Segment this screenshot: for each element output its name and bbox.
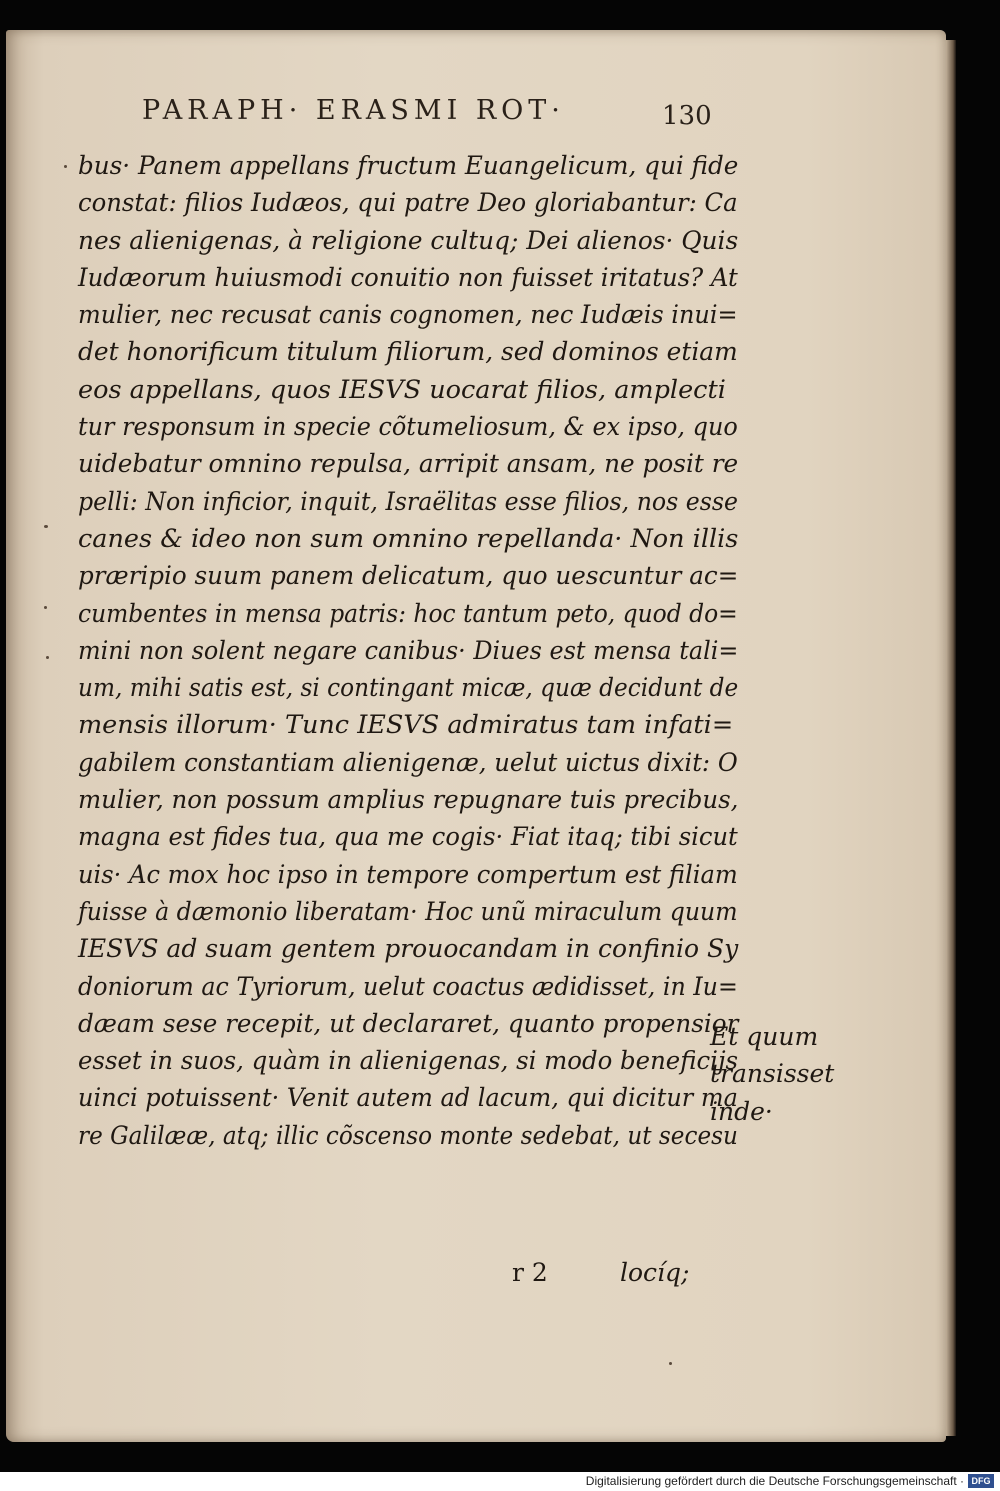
- text-line: nes alienigenas, à religione cultuq; Dei alienos· Quis: [78, 225, 739, 256]
- text-line: bus· Panem appellans fructum Euangelicum, qui fide: [78, 151, 739, 181]
- text-line: mulier, non possum amplius repugnare tuis precibus,: [78, 785, 739, 816]
- text-line: cumbentes in mensa patris: hoc tantum peto, quod do=: [78, 598, 738, 629]
- text-line: fuisse à dæmonio liberatam· Hoc unũ miraculum quum: [78, 896, 738, 927]
- running-title: PARAPH· ERASMI ROT·: [142, 95, 565, 126]
- text-line: gabilem constantiam alienigenæ, uelut uictus dixit: O: [78, 747, 738, 778]
- funding-credit: Digitalisierung gefördert durch die Deutsche Forschungsgemeinschaft ·: [585, 1474, 964, 1488]
- text-line: dæam sese recepit, ut declararet, quanto propensior: [78, 1008, 739, 1039]
- text-line: magna est fides tua, qua me cogis· Fiat itaq; tibi sicut: [78, 822, 738, 853]
- text-line: doniorum ac Tyriorum, uelut coactus ædidisset, in Iu=: [78, 971, 738, 1002]
- ink-speck: [44, 606, 47, 609]
- signature-mark: r 2: [512, 1258, 548, 1287]
- catchword: locíq;: [620, 1258, 690, 1287]
- text-line: pelli: Non inficior, inquit, Israëlitas esse filios, nos esse: [78, 486, 739, 517]
- text-line: det honorificum titulum filiorum, sed dominos etiam: [78, 337, 738, 368]
- text-line: uinci potuissent· Venit autem ad lacum, qui dicitur ma: [78, 1083, 738, 1114]
- text-line: uidebatur omnino repulsa, arripit ansam, ne posit re: [78, 449, 739, 480]
- text-line: Iudæorum huiusmodi conuitio non fuisset iritatus? At: [78, 262, 738, 293]
- text-line: præripio suum panem delicatum, quo uescuntur ac=: [78, 561, 739, 592]
- margin-note-line: Et quum: [710, 1022, 819, 1051]
- text-line: re Galilææ, atq; illic cõscenso monte sedebat, ut secesu: [78, 1120, 738, 1151]
- signature-line: [512, 1258, 772, 1298]
- ink-speck: [64, 165, 67, 168]
- folio-number: 130: [662, 101, 712, 131]
- margin-note-line: inde·: [710, 1096, 773, 1126]
- text-line: tur responsum in specie cõtumeliosum, & ex ipso, quo: [78, 412, 738, 443]
- margin-note-line: transisset: [710, 1059, 835, 1089]
- text-line: mini non solent negare canibus· Diues est mensa tali=: [78, 635, 739, 666]
- text-line: um, mihi satis est, si contingant micæ, quæ decidunt de: [78, 673, 739, 704]
- text-line: uis· Ac mox hoc ipso in tempore compertum est filiam: [78, 859, 738, 890]
- text-line: esset in suos, quàm in alienigenas, si modo beneficijs: [78, 1046, 739, 1077]
- ink-speck: [669, 1362, 672, 1365]
- dfg-logo: DFG: [968, 1474, 994, 1488]
- body-text: [78, 148, 738, 1155]
- ink-speck: [46, 656, 49, 659]
- text-line: mulier, nec recusat canis cognomen, nec Iudæis inui=: [78, 300, 738, 331]
- text-line: mensis illorum· Tunc IESVS admiratus tam infati=: [78, 710, 734, 741]
- text-line: IESVS ad suam gentem prouocandam in confinio Sy: [78, 934, 739, 965]
- margin-note: [710, 1018, 835, 1130]
- text-line: constat: filios Iudæos, qui patre Deo gloriabantur: Ca: [78, 188, 738, 219]
- text-line: eos appellans, quos IESVS uocarat filios, amplecti: [78, 374, 726, 405]
- running-head: [142, 93, 742, 133]
- ink-speck: [44, 525, 48, 528]
- page-edge: [946, 40, 956, 1436]
- text-line: canes & ideo non sum omnino repellanda· Non illis: [78, 523, 739, 554]
